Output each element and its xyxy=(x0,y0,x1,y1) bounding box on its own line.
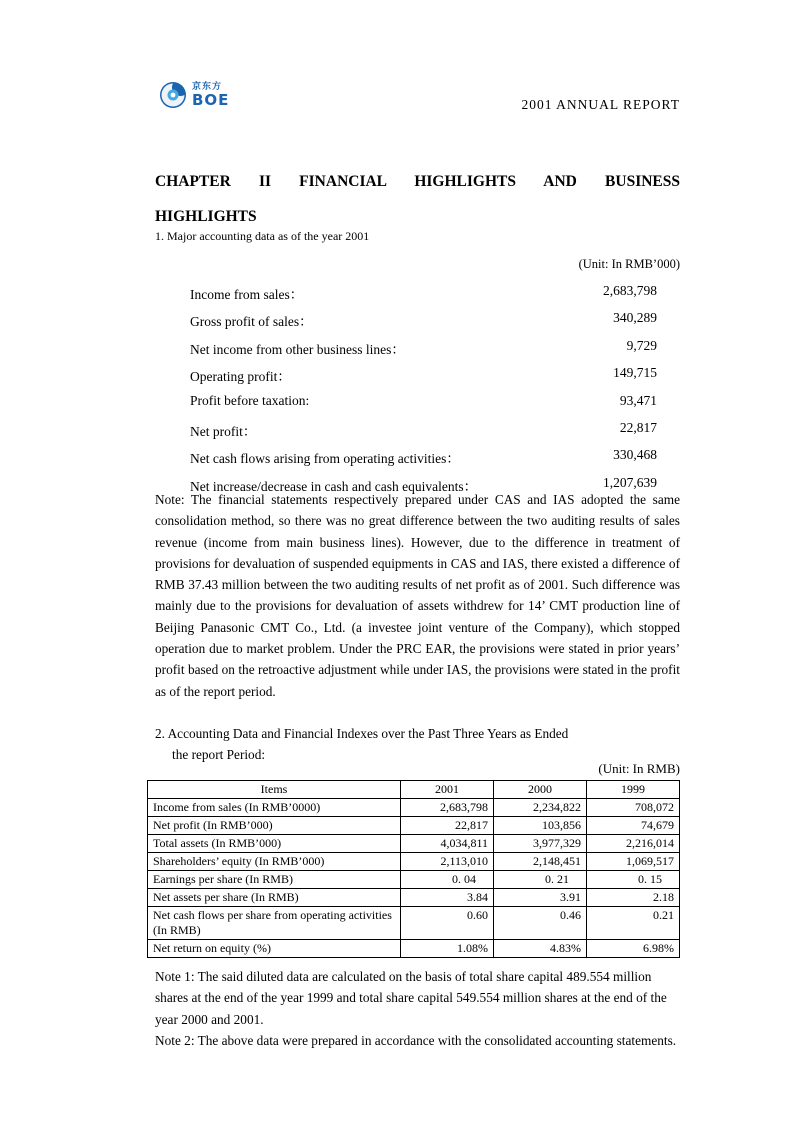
section2-heading xyxy=(155,723,680,765)
chapter-title-line1: CHAPTER II FINANCIAL HIGHLIGHTS AND BUSINESS xyxy=(155,173,680,190)
row-item: Earnings per share (In RMB) xyxy=(148,871,401,889)
row-item: Net profit (In RMB’000) xyxy=(148,817,401,835)
column-header-2000: 2000 xyxy=(494,781,587,799)
value-2000: 4.83% xyxy=(494,940,587,958)
item-label: Gross profit of sales： xyxy=(190,314,313,330)
report-title: 2001 ANNUAL REPORT xyxy=(521,97,680,112)
list-item xyxy=(190,338,657,365)
item-label: Net increase/decrease in cash and cash equivalents： xyxy=(190,478,478,494)
boe-globe-icon xyxy=(158,80,188,110)
value-1999: 0. 15 xyxy=(587,871,680,889)
list-item xyxy=(190,447,657,474)
major-accounting-data-list xyxy=(190,283,657,502)
value-2000: 0. 21 xyxy=(494,871,587,889)
row-item: Shareholders’ equity (In RMB’000) xyxy=(148,853,401,871)
table-row xyxy=(148,940,680,958)
item-label: Income from sales： xyxy=(190,287,304,302)
value-2001: 0.60 xyxy=(401,907,494,940)
table-row xyxy=(148,817,680,835)
item-value: 330,468 xyxy=(613,447,657,463)
boe-logo-text xyxy=(192,83,229,108)
row-item: Net cash flows per share from operating activities (In RMB) xyxy=(148,907,401,940)
value-2000: 3,977,329 xyxy=(494,835,587,853)
value-2001: 0. 04 xyxy=(401,871,494,889)
table-row xyxy=(148,889,680,907)
item-label: Net cash flows arising from operating activities： xyxy=(190,451,460,467)
value-2000: 2,234,822 xyxy=(494,799,587,817)
value-1999: 2.18 xyxy=(587,889,680,907)
note-1: Note 1: The said diluted data are calculated on the basis of total share capital 489.554 million shares at the end of the year 1999 and total share capital 549.554 million shares at the end of the year 2000 and 2001. xyxy=(155,969,667,1027)
item-label: Operating profit： xyxy=(190,369,291,385)
value-2001: 2,683,798 xyxy=(401,799,494,817)
table-row xyxy=(148,871,680,889)
column-header-1999: 1999 xyxy=(587,781,680,799)
chapter-title xyxy=(155,173,680,226)
item-label: Net income from other business lines： xyxy=(190,341,405,357)
section2-unit-label: (Unit: In RMB) xyxy=(598,761,680,776)
brand-name-cn: 京东方 xyxy=(192,81,223,92)
value-2001: 3.84 xyxy=(401,889,494,907)
table-header-row xyxy=(148,781,680,799)
value-2000: 2,148,451 xyxy=(494,853,587,871)
value-2001: 2,113,010 xyxy=(401,853,494,871)
value-2001: 4,034,811 xyxy=(401,835,494,853)
value-1999: 1,069,517 xyxy=(587,853,680,871)
item-value: 149,715 xyxy=(613,365,657,381)
row-item: Net assets per share (In RMB) xyxy=(148,889,401,907)
section1-unit-label: (Unit: In RMB’000) xyxy=(578,257,680,271)
item-value: 22,817 xyxy=(619,419,657,435)
list-item xyxy=(190,310,657,337)
item-label: Profit before taxation: xyxy=(190,392,310,408)
table-row xyxy=(148,835,680,853)
value-2000: 3.91 xyxy=(494,889,587,907)
chapter-title-line2: HIGHLIGHTS xyxy=(155,208,257,225)
row-item: Net return on equity (%) xyxy=(148,940,401,958)
list-item xyxy=(190,393,657,420)
item-value: 2,683,798 xyxy=(603,283,657,298)
section1-note: Note: The financial statements respectively prepared under CAS and IAS adopted the same consolidation method, so there was no great difference between the two auditing results of sales revenue (income from main business lines). However, due to the difference in treatment of provisions for devaluation of suspended equipments in CAS and IAS, there existed a difference of RMB 37.43 million between the two auditing results of net profit as of 2001. Such difference was mainly due to the provisions for devaluation of assets withdrew for 14’ CMT production line of Beijing Panasonic CMT Co., Ltd. (a investee joint venture of the Company), which stopped operation due to market problem. Under the PRC EAR, the provisions were stated in prior years’ profit based on the retroactive adjustment while under IAS, the provisions were stated in the profit as of the report period. xyxy=(155,492,680,699)
value-1999: 6.98% xyxy=(587,940,680,958)
section2-heading-line2: the report Period: xyxy=(172,747,266,762)
item-value: 93,471 xyxy=(619,392,657,408)
list-item xyxy=(190,365,657,392)
item-value: 9,729 xyxy=(626,337,657,353)
item-label: Net profit： xyxy=(190,423,257,439)
item-value: 1,207,639 xyxy=(603,474,657,490)
value-2000: 0.46 xyxy=(494,907,587,940)
column-header-items: Items xyxy=(148,781,401,799)
value-2001: 1.08% xyxy=(401,940,494,958)
table-row xyxy=(148,907,680,940)
value-1999: 708,072 xyxy=(587,799,680,817)
table-row xyxy=(148,853,680,871)
bottom-notes xyxy=(155,966,680,1051)
value-1999: 2,216,014 xyxy=(587,835,680,853)
value-1999: 0.21 xyxy=(587,907,680,940)
list-item xyxy=(190,420,657,447)
financial-indexes-table xyxy=(147,780,680,958)
value-2000: 103,856 xyxy=(494,817,587,835)
value-1999: 74,679 xyxy=(587,817,680,835)
value-2001: 22,817 xyxy=(401,817,494,835)
row-item: Income from sales (In RMB’0000) xyxy=(148,799,401,817)
brand-name-en: BOE xyxy=(192,90,230,109)
row-item: Total assets (In RMB’000) xyxy=(148,835,401,853)
list-item xyxy=(190,283,657,310)
boe-logo xyxy=(158,80,229,110)
note-2: Note 2: The above data were prepared in accordance with the consolidated accounting statements. xyxy=(155,1032,677,1048)
table-row xyxy=(148,799,680,817)
column-header-2001: 2001 xyxy=(401,781,494,799)
item-value: 340,289 xyxy=(613,310,657,326)
section2-heading-line1: 2. Accounting Data and Financial Indexes over the Past Three Years as Ended xyxy=(155,726,569,741)
section1-heading: 1. Major accounting data as of the year 2001 xyxy=(155,229,370,243)
